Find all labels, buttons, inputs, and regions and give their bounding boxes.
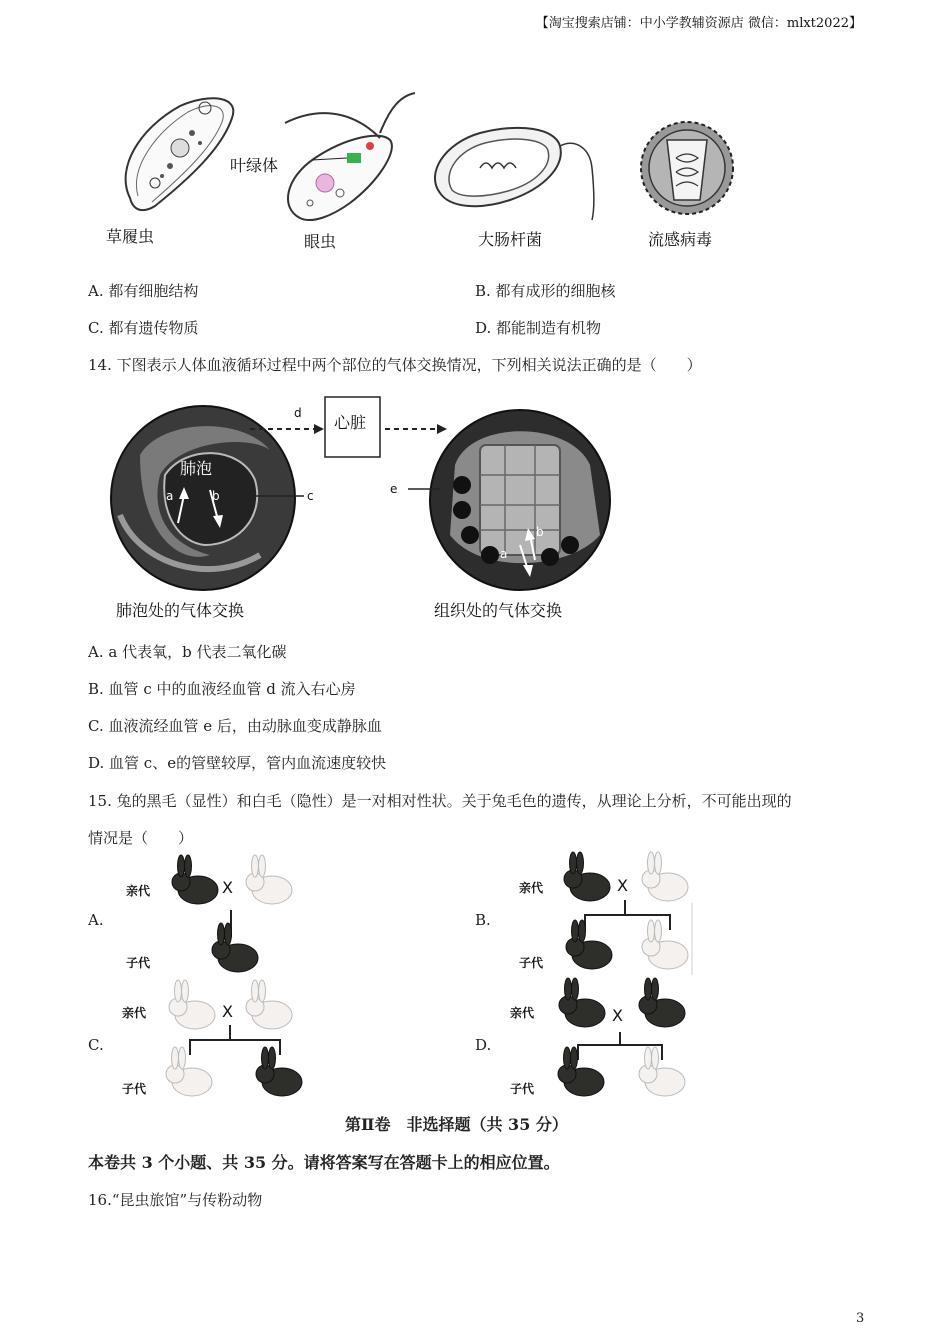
- a-parent-label: 亲代: [126, 884, 151, 898]
- q14-option-a: A. a 代表氧，b 代表二氧化碳: [88, 643, 287, 661]
- organism-label-virus: 流感病毒: [648, 230, 713, 249]
- chloroplast-label: 叶绿体: [230, 156, 279, 175]
- rabbit-d-parent-black-1: [559, 978, 605, 1027]
- q13-option-a: A. 都有细胞结构: [88, 282, 199, 300]
- q13-option-b: B. 都有成形的细胞核: [475, 282, 616, 300]
- q16-stem: 16.“昆虫旅馆”与传粉动物: [88, 1191, 263, 1209]
- q14-option-b: B. 血管 c 中的血液经血管 d 流入右心房: [88, 680, 356, 698]
- b-cross: X: [617, 876, 628, 895]
- caption-alveolus: 肺泡处的气体交换: [116, 601, 245, 620]
- b-child-label: 子代: [519, 956, 544, 970]
- q13-option-d: D. 都能制造有机物: [475, 319, 602, 337]
- option-d-letter: D.: [475, 1036, 492, 1054]
- rabbit-d-child-black: [558, 1047, 604, 1096]
- q14-stem: 14. 下图表示人体血液循环过程中两个部位的气体交换情况，下列相关说法正确的是（ ）: [88, 356, 702, 374]
- rabbit-b-child-white: [642, 920, 688, 969]
- page-header: 【淘宝搜索店铺：中小学教辅资源店 微信：mlxt2022】: [535, 16, 862, 31]
- q14-option-c: C. 血液流经血管 e 后，由动脉血变成静脉血: [88, 717, 382, 735]
- label-d: d: [294, 406, 302, 420]
- organism-label-ecoli: 大肠杆菌: [478, 230, 543, 249]
- option-a-letter: A.: [88, 911, 104, 929]
- alveolus-label: 肺泡: [180, 459, 213, 478]
- d-child-label: 子代: [510, 1082, 535, 1096]
- d-cross: X: [612, 1006, 623, 1025]
- rabbit-c-parent-white-2: [246, 980, 292, 1029]
- a-child-label: 子代: [126, 956, 151, 970]
- d-parent-label: 亲代: [510, 1006, 535, 1020]
- heart-label: 心脏: [334, 413, 367, 432]
- rabbit-a-parent-black: [172, 855, 218, 904]
- label-b-right: b: [536, 525, 544, 539]
- b-parent-label: 亲代: [519, 881, 544, 895]
- section2-title: 第Ⅱ卷 非选择题（共 35 分）: [345, 1115, 568, 1134]
- rabbit-a-child-black: [212, 923, 258, 972]
- q14-option-d: D. 血管 c、e的管壁较厚，管内血流速度较快: [88, 754, 387, 772]
- label-b-left: b: [212, 489, 220, 503]
- ecoli-illustration: [435, 128, 594, 220]
- section2-instruction: 本卷共 3 个小题、共 35 分。请将答案写在答题卡上的相应位置。: [88, 1153, 560, 1172]
- rabbit-b-parent-black: [564, 852, 610, 901]
- option-c-letter: C.: [88, 1036, 104, 1054]
- alveolus-illustration: [111, 406, 295, 590]
- organism-label-euglena: 眼虫: [304, 232, 337, 251]
- caption-tissue: 组织处的气体交换: [434, 601, 563, 620]
- rabbit-c-parent-white-1: [169, 980, 215, 1029]
- tissue-illustration: [430, 410, 610, 590]
- c-parent-label: 亲代: [122, 1006, 147, 1020]
- page-number: 3: [856, 1311, 865, 1326]
- label-e: e: [390, 482, 398, 496]
- rabbit-d-parent-black-2: [639, 978, 685, 1027]
- rabbit-a-parent-white: [246, 855, 292, 904]
- paramecium-illustration: [126, 98, 234, 210]
- label-a-right: a: [500, 547, 508, 561]
- label-c: c: [307, 489, 314, 503]
- a-cross: X: [222, 878, 233, 897]
- rabbit-b-parent-white: [642, 852, 688, 901]
- option-b-letter: B.: [475, 911, 491, 929]
- rabbit-b-child-black: [566, 920, 612, 969]
- label-a-left: a: [166, 489, 174, 503]
- c-child-label: 子代: [122, 1082, 147, 1096]
- q15-stem-line1: 15. 兔的黑毛（显性）和白毛（隐性）是一对相对性状。关于兔毛色的遗传，从理论上分析，不可能出现的: [88, 792, 792, 810]
- organism-label-paramecium: 草履虫: [106, 227, 155, 246]
- c-cross: X: [222, 1002, 233, 1021]
- q15-stem-line2: 情况是（ ）: [88, 829, 194, 847]
- q13-option-c: C. 都有遗传物质: [88, 319, 199, 337]
- euglena-illustration: [285, 93, 415, 220]
- virus-illustration: [641, 122, 733, 214]
